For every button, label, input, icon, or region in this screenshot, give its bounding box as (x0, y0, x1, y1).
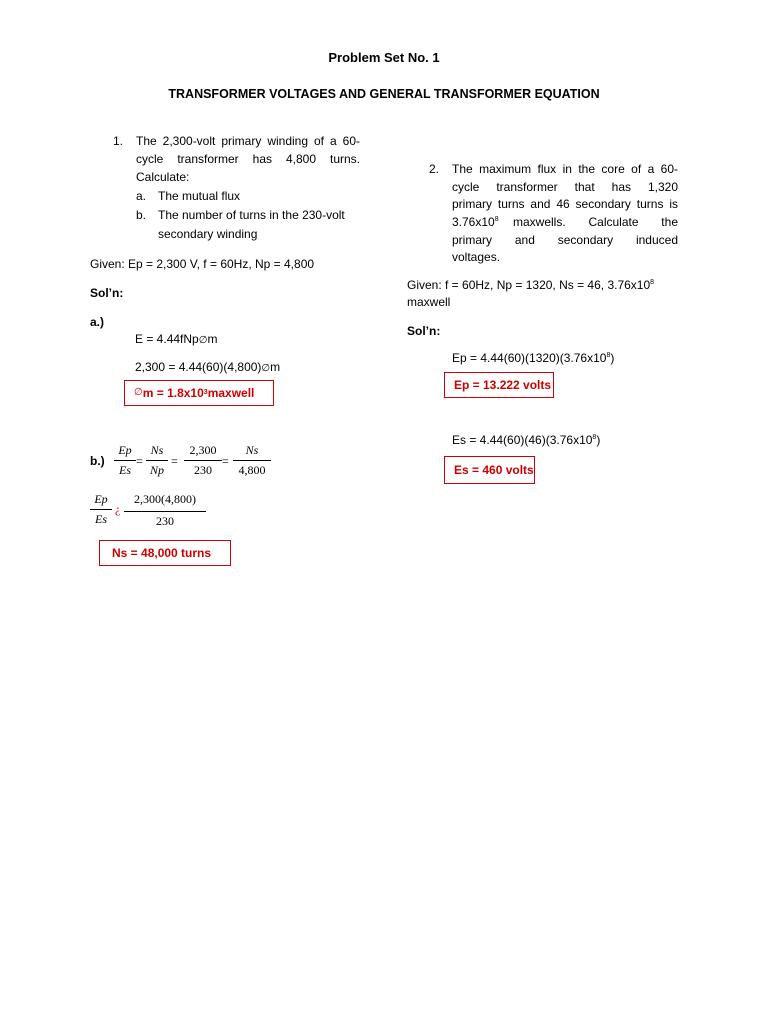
page-subtitle: TRANSFORMER VOLTAGES AND GENERAL TRANSFORMER EQUATION (168, 87, 600, 101)
problem-1-part-a-label: a.) (90, 315, 105, 329)
fraction-ns-4800: Ns 4,800 (233, 444, 271, 480)
problem-1-item-b-text-cont: secondary winding (158, 227, 258, 241)
answer-box-turns: Ns = 48,000 turns (99, 540, 231, 566)
answer-box-flux: ∅ m = 1.8x10 3 maxwell (124, 380, 274, 406)
problem-1-soln-label: Sol’n: (90, 286, 124, 300)
problem-1-line-1: The 2,300-volt primary winding of a 60- (136, 134, 360, 148)
problem-1-line-2: cycle transformer has 4,800 turns. (136, 152, 360, 166)
fraction-ns-np: Ns Np (146, 444, 168, 480)
problem-2-given-cont: maxwell (407, 295, 451, 309)
page-title: Problem Set No. 1 (328, 50, 440, 65)
problem-2-given: Given: f = 60Hz, Np = 1320, Ns = 46, $3.76x10^8$ (407, 278, 655, 292)
equation-substitution: 2,300 = 4.44(60)(4,800)∅m (135, 360, 281, 374)
problem-1-item-b-letter: b. (136, 208, 147, 222)
phi-icon: ∅ (198, 335, 208, 346)
problem-1-number: 1. (113, 134, 124, 148)
answer-box-ep: Ep = 13.222 volts (444, 372, 554, 398)
problem-1-item-a-text: The mutual flux (158, 189, 241, 203)
equals-sign: = (171, 454, 178, 468)
problem-2-soln-label: Sol’n: (407, 324, 441, 338)
problem-2-line-3: primary turns and 46 secondary turns is (452, 197, 678, 211)
equals-sign: = (136, 454, 143, 468)
problem-2-line-5: primary and secondary induced (452, 233, 678, 247)
problem-1-item-a-letter: a. (136, 189, 147, 203)
equation-ep: $Ep = 4.44(60)(1320)(3.76x10^8)$ (452, 351, 615, 365)
problem-1-line-3: Calculate: (136, 170, 190, 184)
fraction-2300-230: 2,300 230 (184, 444, 222, 480)
equation-es: $Es = 4.44(60)(46)(3.76x10^8)$ (452, 433, 601, 447)
answer-box-es: Es = 460 volts (444, 456, 535, 484)
problem-2-number: 2. (429, 162, 440, 176)
fraction-ep-es-2: Ep Es (90, 493, 112, 529)
equation-emf: E = 4.44fNp∅m (135, 332, 218, 346)
phi-icon: ∅ (261, 363, 271, 374)
problem-2-line-4-start: $3.76x10^8$ (452, 215, 499, 229)
inverted-question-icon: ¿ (115, 502, 121, 516)
problem-1-part-b-label: b.) (90, 454, 105, 468)
equals-sign: = (222, 454, 229, 468)
problem-1-given: Given: Ep = 2,300 V, f = 60Hz, Np = 4,800 (90, 257, 315, 271)
problem-1-item-b-text: The number of turns in the 230-volt (158, 208, 345, 222)
problem-2-line-1: The maximum flux in the core of a 60- (452, 162, 678, 176)
fraction-ep-es: Ep Es (114, 444, 136, 480)
problem-2-line-4-rest: maxwells. Calculate the (513, 215, 678, 229)
fraction-big: 2,300(4,800) 230 (124, 493, 206, 529)
problem-2-line-6: voltages. (452, 250, 501, 264)
problem-2-line-2: cycle transformer that has 1,320 (452, 180, 678, 194)
phi-icon: ∅ (134, 387, 143, 398)
